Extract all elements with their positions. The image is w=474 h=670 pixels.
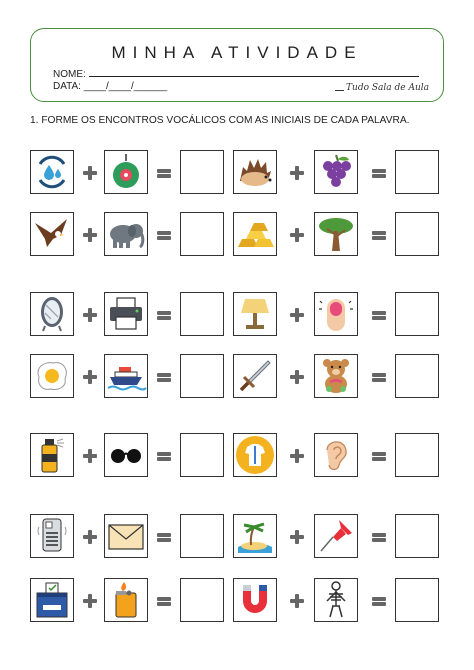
plus-sign xyxy=(290,449,304,463)
answer-box[interactable] xyxy=(180,433,224,477)
skeleton-icon xyxy=(314,578,358,622)
heater-icon xyxy=(30,514,74,558)
fried-egg-icon xyxy=(30,354,74,398)
equals-sign xyxy=(157,228,171,242)
tree-icon xyxy=(314,212,358,256)
chalkboard-icon xyxy=(335,81,344,91)
answer-box[interactable] xyxy=(180,212,224,256)
answer-box[interactable] xyxy=(180,578,224,622)
envelope-icon xyxy=(104,514,148,558)
equals-sign xyxy=(157,449,171,463)
plus-sign xyxy=(83,166,97,180)
plus-sign xyxy=(83,228,97,242)
equals-sign xyxy=(372,370,386,384)
equals-sign xyxy=(157,308,171,322)
page-title: MINHA ATIVIDADE xyxy=(111,43,363,62)
brand-text: Tudo Sala de Aula xyxy=(346,83,429,93)
plus-sign xyxy=(290,166,304,180)
equals-sign xyxy=(372,166,386,180)
plus-sign xyxy=(83,530,97,544)
answer-box[interactable] xyxy=(180,292,224,336)
plus-sign xyxy=(290,594,304,608)
magnet-icon xyxy=(233,578,277,622)
equals-sign xyxy=(372,228,386,242)
island-icon xyxy=(233,514,277,558)
ship-icon xyxy=(104,354,148,398)
answer-box[interactable] xyxy=(395,212,439,256)
plus-sign xyxy=(290,308,304,322)
name-label: NOME: xyxy=(53,69,86,80)
answer-box[interactable] xyxy=(180,514,224,558)
equals-sign xyxy=(372,449,386,463)
ballot-box-icon xyxy=(30,578,74,622)
equals-sign xyxy=(157,530,171,544)
sunglasses-icon xyxy=(104,433,148,477)
teddy-bear-icon xyxy=(314,354,358,398)
ear-icon xyxy=(314,433,358,477)
answer-box[interactable] xyxy=(395,150,439,194)
answer-box[interactable] xyxy=(395,514,439,558)
equals-sign xyxy=(157,594,171,608)
hedgehog-icon xyxy=(233,150,277,194)
answer-box[interactable] xyxy=(180,150,224,194)
uniform-shirt-icon xyxy=(233,433,277,477)
answer-box[interactable] xyxy=(395,433,439,477)
mirror-icon xyxy=(30,292,74,336)
answer-box[interactable] xyxy=(395,292,439,336)
printer-icon xyxy=(104,292,148,336)
brand-logo xyxy=(335,81,429,93)
equals-sign xyxy=(372,530,386,544)
pushpin-icon xyxy=(314,514,358,558)
header-box xyxy=(30,28,444,102)
sword-icon xyxy=(233,354,277,398)
plus-sign xyxy=(290,370,304,384)
equals-sign xyxy=(372,594,386,608)
yoyo-icon xyxy=(104,150,148,194)
instruction-text: 1. FORME OS ENCONTROS VOCÁLICOS COM AS INICIAIS DE CADA PALAVRA. xyxy=(30,115,410,126)
equals-sign xyxy=(157,370,171,384)
date-label: DATA: ____/____/______ xyxy=(53,81,168,92)
answer-box[interactable] xyxy=(395,578,439,622)
plus-sign xyxy=(83,308,97,322)
equals-sign xyxy=(157,166,171,180)
name-field[interactable] xyxy=(53,67,419,80)
gold-bars-icon xyxy=(233,212,277,256)
lamp-icon xyxy=(233,292,277,336)
answer-box[interactable] xyxy=(395,354,439,398)
date-field[interactable] xyxy=(53,81,167,92)
grapes-icon xyxy=(314,150,358,194)
plus-sign xyxy=(83,594,97,608)
fingernail-icon xyxy=(314,292,358,336)
plus-sign xyxy=(83,370,97,384)
answer-box[interactable] xyxy=(180,354,224,398)
plus-sign xyxy=(290,228,304,242)
equals-sign xyxy=(372,308,386,322)
lighter-icon xyxy=(104,578,148,622)
plus-sign xyxy=(83,449,97,463)
elephant-icon xyxy=(104,212,148,256)
plus-sign xyxy=(290,530,304,544)
spray-can-icon xyxy=(30,433,74,477)
water-cycle-icon xyxy=(30,150,74,194)
name-line[interactable] xyxy=(89,67,419,77)
eagle-icon xyxy=(30,212,74,256)
